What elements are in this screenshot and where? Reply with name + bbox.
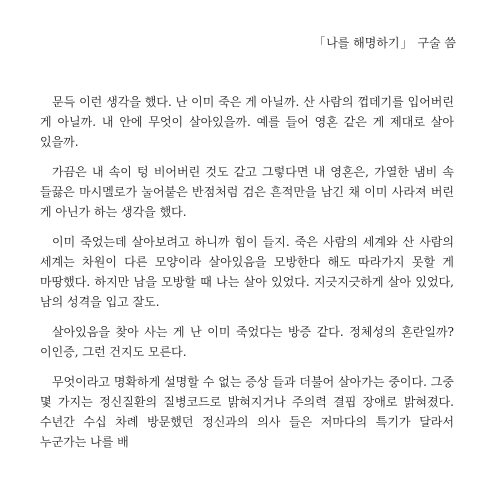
essay-header: [312, 34, 456, 51]
essay-body: [40, 92, 454, 462]
essay-author: 구술 씀: [417, 36, 456, 50]
paragraph-3: 이미 죽었는데 살아보려고 하니까 힘이 들지. 죽은 사람의 세계와 산 사람의 세계는 차원이 다른 모양이라 살아있음을 모방한다 해도 따라가지 못할 게 마땅했다. 하지만 남을 모방할 때 나는 살아 있었다. 지긋지긋하게 살아 있었다, 남의 성격을 입고 잘도.: [40, 235, 454, 309]
header-close-bracket: 」: [400, 36, 413, 50]
essay-title: 나를 해명하기: [326, 36, 400, 50]
paragraph-4: 살아있음을 찾아 사는 게 난 이미 죽었다는 방증 같다. 정체성의 혼란일까? 이인증, 그런 건지도 모른다.: [40, 325, 454, 359]
paragraph-2: 가끔은 내 속이 텅 비어버린 것도 같고 그렇다면 내 영혼은, 가열한 냄비 속 들끓은 마시멜로가 눌어붙은 반점처럼 검은 흔적만을 남긴 채 이미 사라져 버린 게 아닌가 하는 생각을 했다.: [40, 165, 454, 219]
header-open-bracket: 「: [313, 36, 326, 50]
paragraph-5: 무엇이라고 명확하게 설명할 수 없는 증상 들과 더불어 살아가는 중이다. 그중 몇 가지는 정신질환의 질병코드로 밝혀지거나 주의력 결핍 장애로 밝혀졌다. 수년간 수십 차례 방문했던 정신과의 의사 들은 저마다의 특기가 달라서 누군가는 나를 배: [40, 375, 454, 449]
paragraph-1: 문득 이런 생각을 했다. 난 이미 죽은 게 아닐까. 산 사람의 껍데기를 입어버린 게 아닐까. 내 안에 무엇이 살아있을까. 예를 들어 영혼 같은 게 제대로 살아 있을까.: [40, 95, 454, 149]
